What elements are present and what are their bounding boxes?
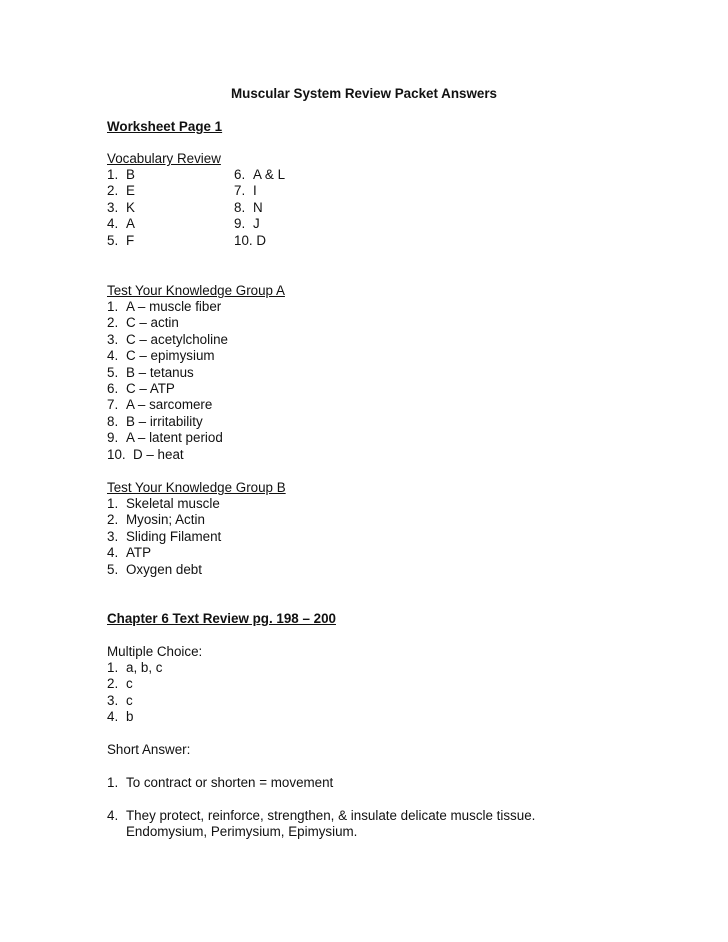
list-item: 9. A – latent period — [107, 430, 223, 446]
short-answer-item: 4. They protect, reinforce, strengthen, & insulate delicate muscle tissue. Endomysium, Perimysium, Epimysium. — [107, 808, 536, 840]
list-item: 2. C – actin — [107, 315, 179, 331]
short-answer-item: 1. To contract or shorten = movement — [107, 775, 334, 790]
page-title: Muscular System Review Packet Answers — [231, 86, 497, 101]
list-item: 4. C – epimysium — [107, 348, 215, 364]
list-item: 4. b — [107, 709, 134, 725]
list-item: 10. D — [234, 232, 267, 248]
group-a-list — [107, 299, 228, 463]
group-b-list — [107, 496, 221, 578]
chapter-heading: Chapter 6 Text Review pg. 198 – 200 — [107, 611, 336, 626]
list-item: 1. a, b, c — [107, 660, 163, 675]
list-item: 7. A – sarcomere — [107, 397, 213, 413]
vocab-list-left — [107, 167, 135, 249]
list-item: 5. Oxygen debt — [107, 561, 202, 577]
list-item: 10. D – heat — [107, 446, 184, 462]
multiple-choice-list — [107, 660, 162, 726]
list-item: 8. B – irritability — [107, 413, 203, 429]
list-item: 5. F — [107, 232, 135, 248]
list-item: 1. B — [107, 167, 135, 182]
group-a-heading: Test Your Knowledge Group A — [107, 283, 285, 298]
worksheet-heading: Worksheet Page 1 — [107, 119, 223, 134]
list-item: 3. C – acetylcholine — [107, 331, 228, 347]
list-item: 7. I — [234, 183, 257, 199]
list-item: 4. ATP — [107, 545, 152, 561]
list-item: 1. Skeletal muscle — [107, 496, 220, 511]
list-item: 5. B – tetanus — [107, 364, 194, 380]
list-item: 4. A — [107, 216, 135, 232]
vocab-list-right — [234, 167, 285, 249]
list-item: 3. c — [107, 692, 133, 708]
group-b-heading: Test Your Knowledge Group B — [107, 480, 286, 495]
list-item: 2. E — [107, 183, 135, 199]
list-item: 3. Sliding Filament — [107, 528, 222, 544]
list-item: 1. A – muscle fiber — [107, 299, 222, 314]
multiple-choice-label: Multiple Choice: — [107, 644, 203, 659]
vocab-heading: Vocabulary Review — [107, 151, 221, 166]
list-item: 3. K — [107, 199, 135, 215]
list-item: 2. c — [107, 676, 133, 692]
list-item: 6. A & L — [234, 167, 286, 182]
list-item: 2. Myosin; Actin — [107, 512, 205, 528]
list-item: 6. C – ATP — [107, 381, 175, 397]
list-item: 8. N — [234, 199, 263, 215]
short-answer-label: Short Answer: — [107, 742, 191, 757]
list-item: 9. J — [234, 216, 260, 232]
